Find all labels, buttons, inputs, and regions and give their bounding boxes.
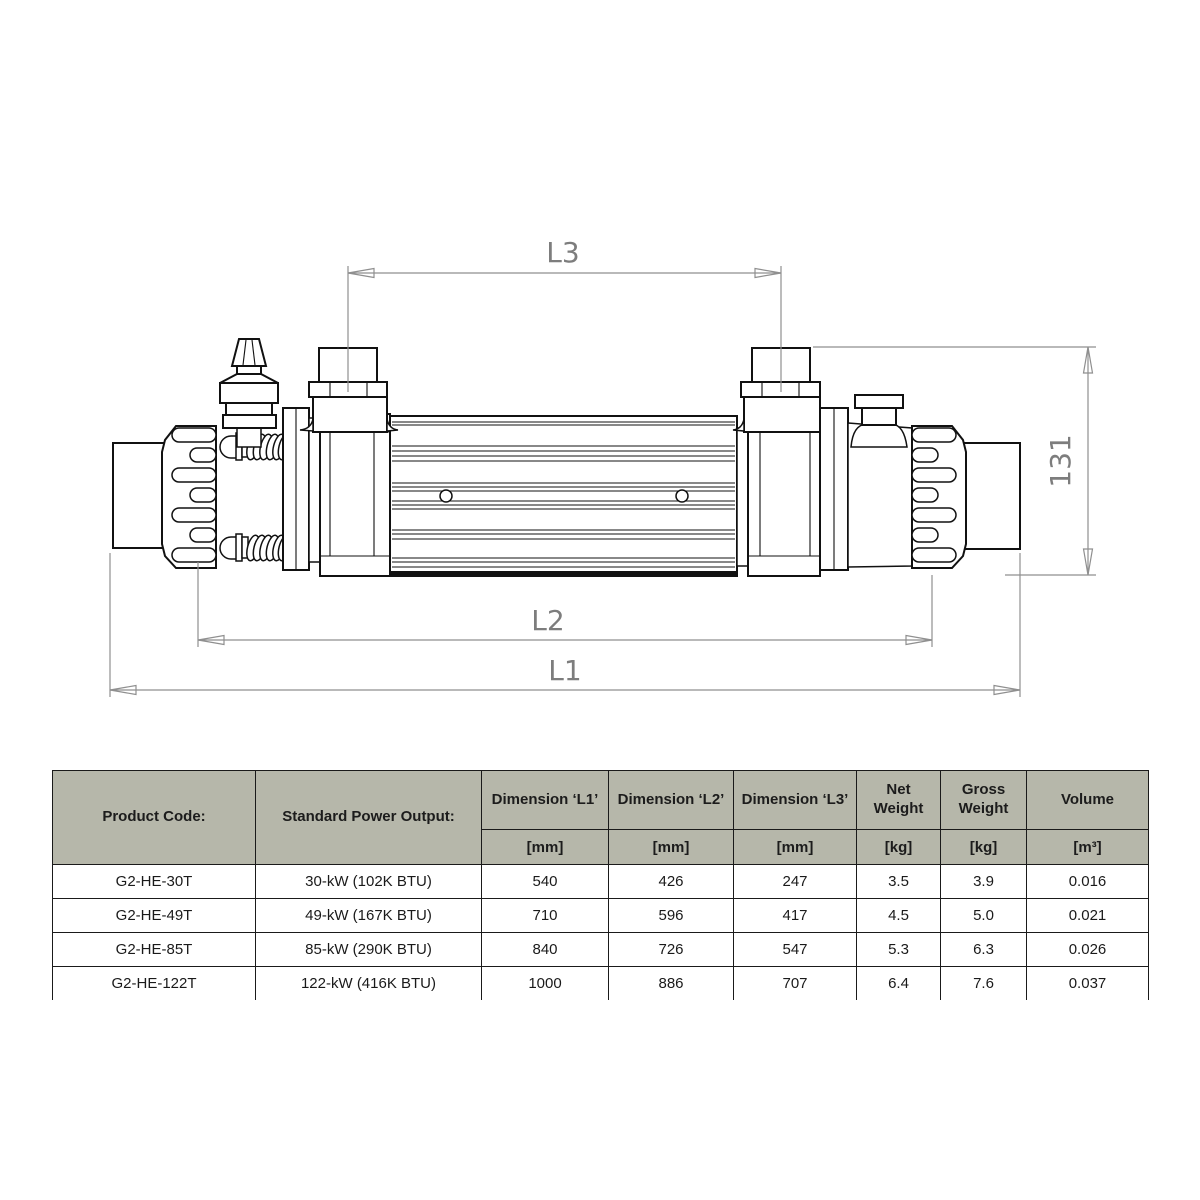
column-header-dim-l1: Dimension ‘L1’ (482, 771, 609, 830)
cell-product-code: G2-HE-85T (53, 933, 256, 967)
cell-power: 122-kW (416K BTU) (256, 967, 482, 1001)
cell-l3: 247 (734, 865, 857, 899)
finned-body (390, 416, 737, 576)
dim-label-131: 131 (1044, 434, 1077, 488)
cell-l1: 840 (482, 933, 609, 967)
cell-l3: 417 (734, 899, 857, 933)
right-end-cap (737, 414, 820, 576)
cell-net: 3.5 (857, 865, 941, 899)
cell-l2: 726 (609, 933, 734, 967)
dim-label-l1: L1 (548, 654, 582, 687)
mounting-hole-right (676, 490, 688, 502)
cell-l2: 426 (609, 865, 734, 899)
table-row (53, 899, 1149, 933)
dim-label-l3: L3 (546, 236, 580, 269)
cell-l3: 707 (734, 967, 857, 1001)
column-header-volume: Volume (1027, 771, 1149, 830)
cell-volume: 0.026 (1027, 933, 1149, 967)
cell-gross: 7.6 (941, 967, 1027, 1001)
mounting-hole-left (440, 490, 452, 502)
unit-header-gross: [kg] (941, 830, 1027, 865)
cell-net: 4.5 (857, 899, 941, 933)
cell-product-code: G2-HE-30T (53, 865, 256, 899)
dimension-l3 (348, 236, 781, 392)
left-end-cap (320, 414, 390, 576)
unit-header-l2: [mm] (609, 830, 734, 865)
column-header-product-code: Product Code: (53, 771, 256, 865)
cell-l2: 596 (609, 899, 734, 933)
unit-header-volume: [m³] (1027, 830, 1149, 865)
cell-volume: 0.037 (1027, 967, 1149, 1001)
spec-table (52, 770, 1149, 1000)
dim-label-l2: L2 (531, 604, 565, 637)
cell-volume: 0.016 (1027, 865, 1149, 899)
table-row (53, 933, 1149, 967)
unit-header-net: [kg] (857, 830, 941, 865)
cell-l2: 886 (609, 967, 734, 1001)
aux-port (851, 395, 907, 447)
cell-l3: 547 (734, 933, 857, 967)
cell-gross: 5.0 (941, 899, 1027, 933)
cell-power: 49-kW (167K BTU) (256, 899, 482, 933)
left-pipe-stub (113, 443, 165, 548)
column-header-net-weight: Net Weight (857, 771, 941, 830)
table-row (53, 865, 1149, 899)
cell-power: 30-kW (102K BTU) (256, 865, 482, 899)
bleed-valve (220, 339, 278, 447)
column-header-power-output: Standard Power Output: (256, 771, 482, 865)
cell-net: 6.4 (857, 967, 941, 1001)
cell-gross: 3.9 (941, 865, 1027, 899)
left-union-nut (162, 426, 216, 568)
cell-l1: 710 (482, 899, 609, 933)
cell-l1: 540 (482, 865, 609, 899)
left-port (300, 348, 398, 432)
cell-gross: 6.3 (941, 933, 1027, 967)
column-header-dim-l3: Dimension ‘L3’ (734, 771, 857, 830)
cell-power: 85-kW (290K BTU) (256, 933, 482, 967)
unit-header-l1: [mm] (482, 830, 609, 865)
cell-product-code: G2-HE-122T (53, 967, 256, 1001)
column-header-dim-l2: Dimension ‘L2’ (609, 771, 734, 830)
right-port (733, 348, 831, 432)
cell-product-code: G2-HE-49T (53, 899, 256, 933)
right-pipe-stub (963, 443, 1020, 549)
table-row (53, 967, 1149, 1001)
cell-net: 5.3 (857, 933, 941, 967)
right-union-nut (912, 426, 966, 568)
column-header-gross-weight: Gross Weight (941, 771, 1027, 830)
cell-volume: 0.021 (1027, 899, 1149, 933)
unit-header-l3: [mm] (734, 830, 857, 865)
cell-l1: 1000 (482, 967, 609, 1001)
